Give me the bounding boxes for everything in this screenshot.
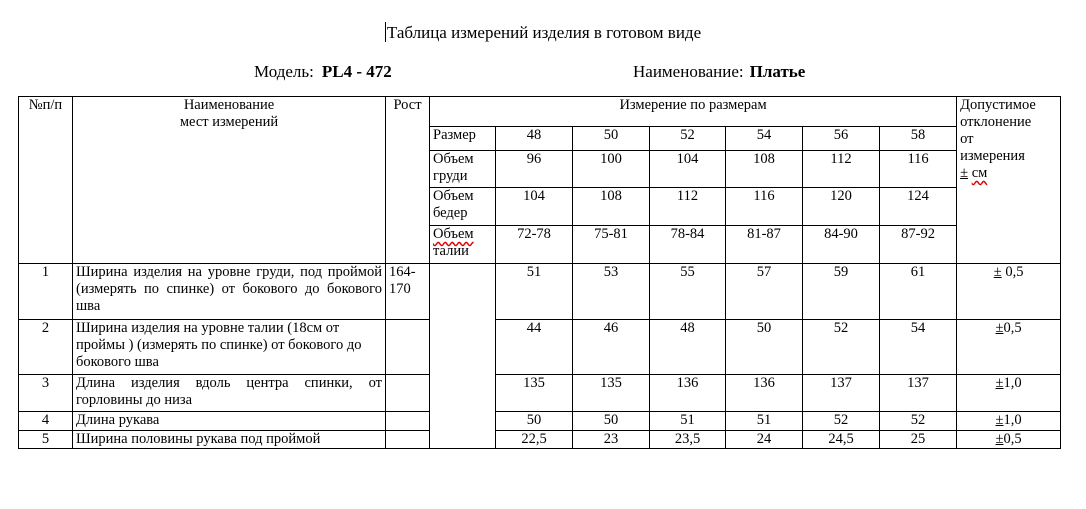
row-tolerance xyxy=(957,320,1061,375)
row-name: Ширина изделия на уровне груди, под проймой (измерять по спинке) от бокового до бокового шва xyxy=(73,264,386,320)
header-place xyxy=(73,97,386,264)
table-row xyxy=(19,320,1061,375)
chest-cell: 100 xyxy=(573,151,650,188)
hips-cell: 120 xyxy=(803,188,880,226)
row-cell: 135 xyxy=(573,375,650,412)
row-cell: 55 xyxy=(650,264,726,320)
name-label: Наименование: xyxy=(633,62,744,81)
row-num: 5 xyxy=(19,431,73,449)
tol-unit: см xyxy=(971,165,988,181)
row-cell: 52 xyxy=(880,412,957,431)
hips-label xyxy=(430,188,496,226)
row-cell: 50 xyxy=(496,412,573,431)
size-cell: 56 xyxy=(803,127,880,151)
row-name: Ширина половины рукава под проймой xyxy=(73,431,386,449)
row-cell: 135 xyxy=(496,375,573,412)
table-row xyxy=(19,375,1061,412)
size-cell: 48 xyxy=(496,127,573,151)
tol-value: 0,5 xyxy=(1003,320,1022,336)
header-tolerance xyxy=(957,97,1061,264)
header-place-line2: мест измерений xyxy=(179,114,279,130)
hips-label-line1: Объем xyxy=(433,188,474,204)
size-cell: 52 xyxy=(650,127,726,151)
title-text: Таблица измерений изделия в готовом виде xyxy=(386,23,702,42)
text-cursor xyxy=(385,22,386,42)
row-cell: 46 xyxy=(573,320,650,375)
tol-line1: Допустимое xyxy=(960,97,1036,113)
height-value-line2: 170 xyxy=(389,281,411,297)
chest-label-line2: груди xyxy=(433,168,468,184)
row-tolerance xyxy=(957,412,1061,431)
model-line xyxy=(254,62,392,82)
model-label: Модель: xyxy=(254,62,314,81)
row-num: 3 xyxy=(19,375,73,412)
hips-cell: 116 xyxy=(726,188,803,226)
waist-cell: 75-81 xyxy=(573,226,650,264)
size-label: Размер xyxy=(430,127,496,151)
document-title xyxy=(0,22,1086,43)
header-height: Рост xyxy=(386,97,430,264)
height-value-line1: 164- xyxy=(389,264,416,280)
row-tolerance xyxy=(957,264,1061,320)
tol-value: 0,5 xyxy=(1003,431,1022,447)
hips-cell: 124 xyxy=(880,188,957,226)
waist-label xyxy=(430,226,496,264)
row-num: 4 xyxy=(19,412,73,431)
row-cell: 136 xyxy=(726,375,803,412)
row-height xyxy=(386,264,430,320)
tol-pm: ± xyxy=(993,264,1002,280)
tol-pm: ± xyxy=(995,412,1004,428)
hips-cell: 108 xyxy=(573,188,650,226)
row-cell: 25 xyxy=(880,431,957,449)
header-by-size: Измерение по размерам xyxy=(430,97,957,127)
row-cell: 44 xyxy=(496,320,573,375)
tol-value: 1,0 xyxy=(1003,412,1022,428)
tol-pm: ± xyxy=(995,431,1004,447)
row-tolerance xyxy=(957,375,1061,412)
row-name: Длина рукава xyxy=(73,412,386,431)
tol-value: 0,5 xyxy=(1001,264,1024,280)
row-height-blank xyxy=(386,320,430,375)
measurements-table xyxy=(18,96,1061,449)
row-cell: 48 xyxy=(650,320,726,375)
row-cell: 53 xyxy=(573,264,650,320)
waist-cell: 81-87 xyxy=(726,226,803,264)
row-cell: 137 xyxy=(880,375,957,412)
waist-label-word: Объем xyxy=(433,226,474,242)
size-cell: 54 xyxy=(726,127,803,151)
row-cell: 61 xyxy=(880,264,957,320)
hips-cell: 104 xyxy=(496,188,573,226)
table-row xyxy=(19,412,1061,431)
row-num: 1 xyxy=(19,264,73,320)
chest-cell: 104 xyxy=(650,151,726,188)
row-cell: 23 xyxy=(573,431,650,449)
table-row xyxy=(19,264,1061,320)
row-height-blank xyxy=(386,412,430,431)
row-cell: 23,5 xyxy=(650,431,726,449)
chest-cell: 112 xyxy=(803,151,880,188)
row-cell: 22,5 xyxy=(496,431,573,449)
size-label-blank xyxy=(430,264,496,449)
tol-pm: ± xyxy=(995,375,1004,391)
row-cell: 52 xyxy=(803,412,880,431)
row-name: Ширина изделия на уровне талии (18см от проймы ) (измерять по спинке) от бокового до бокового шва xyxy=(73,320,386,375)
row-cell: 52 xyxy=(803,320,880,375)
row-cell: 51 xyxy=(726,412,803,431)
waist-cell: 72-78 xyxy=(496,226,573,264)
tol-value: 1,0 xyxy=(1003,375,1022,391)
header-row xyxy=(19,97,1061,127)
row-tolerance xyxy=(957,431,1061,449)
chest-cell: 116 xyxy=(880,151,957,188)
row-num: 2 xyxy=(19,320,73,375)
row-height-blank xyxy=(386,375,430,412)
hips-cell: 112 xyxy=(650,188,726,226)
header-place-line1: Наименование xyxy=(183,97,275,113)
size-cell: 50 xyxy=(573,127,650,151)
table-row xyxy=(19,431,1061,449)
tol-pm: ± xyxy=(960,165,969,181)
tol-line2: отклонение xyxy=(960,114,1032,130)
chest-cell: 96 xyxy=(496,151,573,188)
row-name: Длина изделия вдоль центра спинки, от горловины до низа xyxy=(73,375,386,412)
row-cell: 137 xyxy=(803,375,880,412)
tol-line3: от xyxy=(960,131,974,147)
waist-cell: 87-92 xyxy=(880,226,957,264)
waist-cell: 78-84 xyxy=(650,226,726,264)
header-num: №п/п xyxy=(19,97,73,264)
waist-cell: 84-90 xyxy=(803,226,880,264)
row-cell: 51 xyxy=(650,412,726,431)
name-value: Платье xyxy=(749,62,806,81)
size-cell: 58 xyxy=(880,127,957,151)
model-value: PL4 - 472 xyxy=(321,62,392,81)
row-cell: 57 xyxy=(726,264,803,320)
row-cell: 51 xyxy=(496,264,573,320)
tol-line4: измерения xyxy=(960,148,1025,164)
chest-label xyxy=(430,151,496,188)
row-cell: 24 xyxy=(726,431,803,449)
row-cell: 24,5 xyxy=(803,431,880,449)
row-cell: 50 xyxy=(573,412,650,431)
row-cell: 50 xyxy=(726,320,803,375)
row-cell: 54 xyxy=(880,320,957,375)
row-cell: 136 xyxy=(650,375,726,412)
chest-label-line1: Объем xyxy=(433,151,474,167)
row-height-blank xyxy=(386,431,430,449)
chest-cell: 108 xyxy=(726,151,803,188)
tol-line5 xyxy=(960,165,1057,182)
waist-label-line2: талии xyxy=(433,243,469,259)
row-cell: 59 xyxy=(803,264,880,320)
name-line xyxy=(633,62,805,82)
waist-label-line1 xyxy=(433,226,492,243)
tol-pm: ± xyxy=(995,320,1004,336)
hips-label-line2: бедер xyxy=(433,205,468,221)
